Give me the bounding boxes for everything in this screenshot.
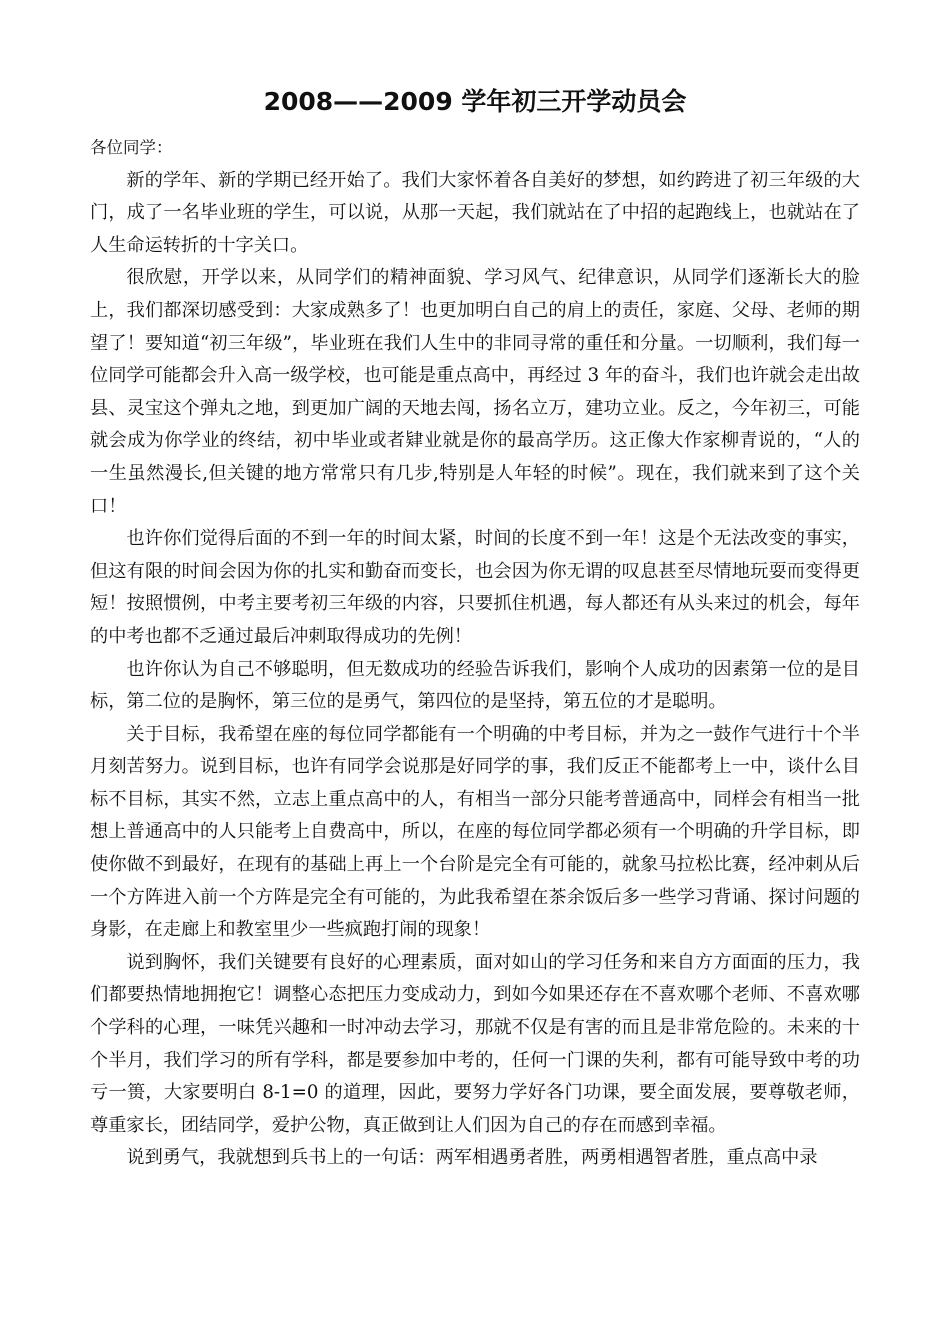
paragraph-6: 说到胸怀，我们关键要有良好的心理素质，面对如山的学习任务和来自方方面面的压力，我们都要热情地拥抱它！调整心态把压力变成动力，到如今如果还存在不喜欢哪个老师、不喜欢哪个学科的心理，一味凭兴趣和一时冲动去学习，那就不仅是有害的而且是非常危险的。未来的十个半月，我们学习的所有学科，都是要参加中考的，任何一门课的失利，都有可能导致中考的功亏一篑，大家要明白 8-1=0 的道理，因此，要努力学好各门功课，要全面发展，要尊敬老师，尊重家长，团结同学，爱护公物，真正做到让人们因为自己的存在而感到幸福。 <box>90 951 860 1136</box>
paragraph-3: 也许你们觉得后面的不到一年的时间太紧，时间的长度不到一年！这是个无法改变的事实，但这有限的时间会因为你的扎实和勤奋而变长，也会因为你无谓的叹息甚至尽情地玩耍而变得更短！按照惯例，中考主要考初三年级的内容，只要抓住机遇，每人都还有从头来过的机会，每年的中考也都不乏通过最后冲刺取得成功的先例！ <box>90 528 860 647</box>
paragraph-7: 说到勇气，我就想到兵书上的一句话：两军相遇勇者胜，两勇相遇智者胜，重点高中录 <box>126 1147 818 1169</box>
paragraph-1: 新的学年、新的学期已经开始了。我们大家怀着各自美好的梦想，如约跨进了初三年级的大门，成了一名毕业班的学生，可以说，从那一天起，我们就站在了中招的起跑线上，也就站在了人生命运转折的十字关口。 <box>90 169 860 256</box>
salutation: 各位同学： <box>90 138 173 157</box>
paragraph-2: 很欣慰，开学以来，从同学们的精神面貌、学习风气、纪律意识，从同学们逐渐长大的脸上，我们都深切感受到：大家成熟多了！也更加明白自己的肩上的责任，家庭、父母、老师的期望了！要知道“初三年级”，毕业班在我们人生中的非同寻常的重任和分量。一切顺利，我们每一位同学可能都会升入高一级学校，也可能是重点高中，再经过 3 年的奋斗，我们也许就会走出故县、灵宝这个弹丸之地，到更加广阔的天地去闯，扬名立万，建功立业。反之，今年初三，可能就会成为你学业的终结，初中毕业或者肄业就是你的最高学历。这正像大作家柳青说的，“人的一生虽然漫长,但关键的地方常常只有几步,特别是人年轻的时候”。现在，我们就来到了这个关口！ <box>90 267 860 517</box>
paragraph-5: 关于目标，我希望在座的每位同学都能有一个明确的中考目标，并为之一鼓作气进行十个半月刻苦努力。说到目标，也许有同学会说那是好同学的事，我们反正不能都考上一中，谈什么目标不目标，其实不然，立志上重点高中的人，有相当一部分只能考普通高中，同样会有相当一批想上普通高中的人只能考上自费高中，所以，在座的每位同学都必须有一个明确的升学目标，即使你做不到最好，在现有的基础上再上一个台阶是完全有可能的，就象马拉松比赛，经冲刺从后一个方阵进入前一个方阵是完全有可能的，为此我希望在茶余饭后多一些学习背诵、探讨问题的身影，在走廊上和教室里少一些疯跑打闹的现象！ <box>90 723 860 941</box>
document-page <box>90 82 860 1175</box>
page-title: 2008——2009 学年初三开学动员会 <box>263 87 687 116</box>
paragraph-4: 也许你认为自己不够聪明，但无数成功的经验告诉我们，影响个人成功的因素第一位的是目标，第二位的是胸怀，第三位的是勇气，第四位的是坚持，第五位的才是聪明。 <box>90 658 860 713</box>
